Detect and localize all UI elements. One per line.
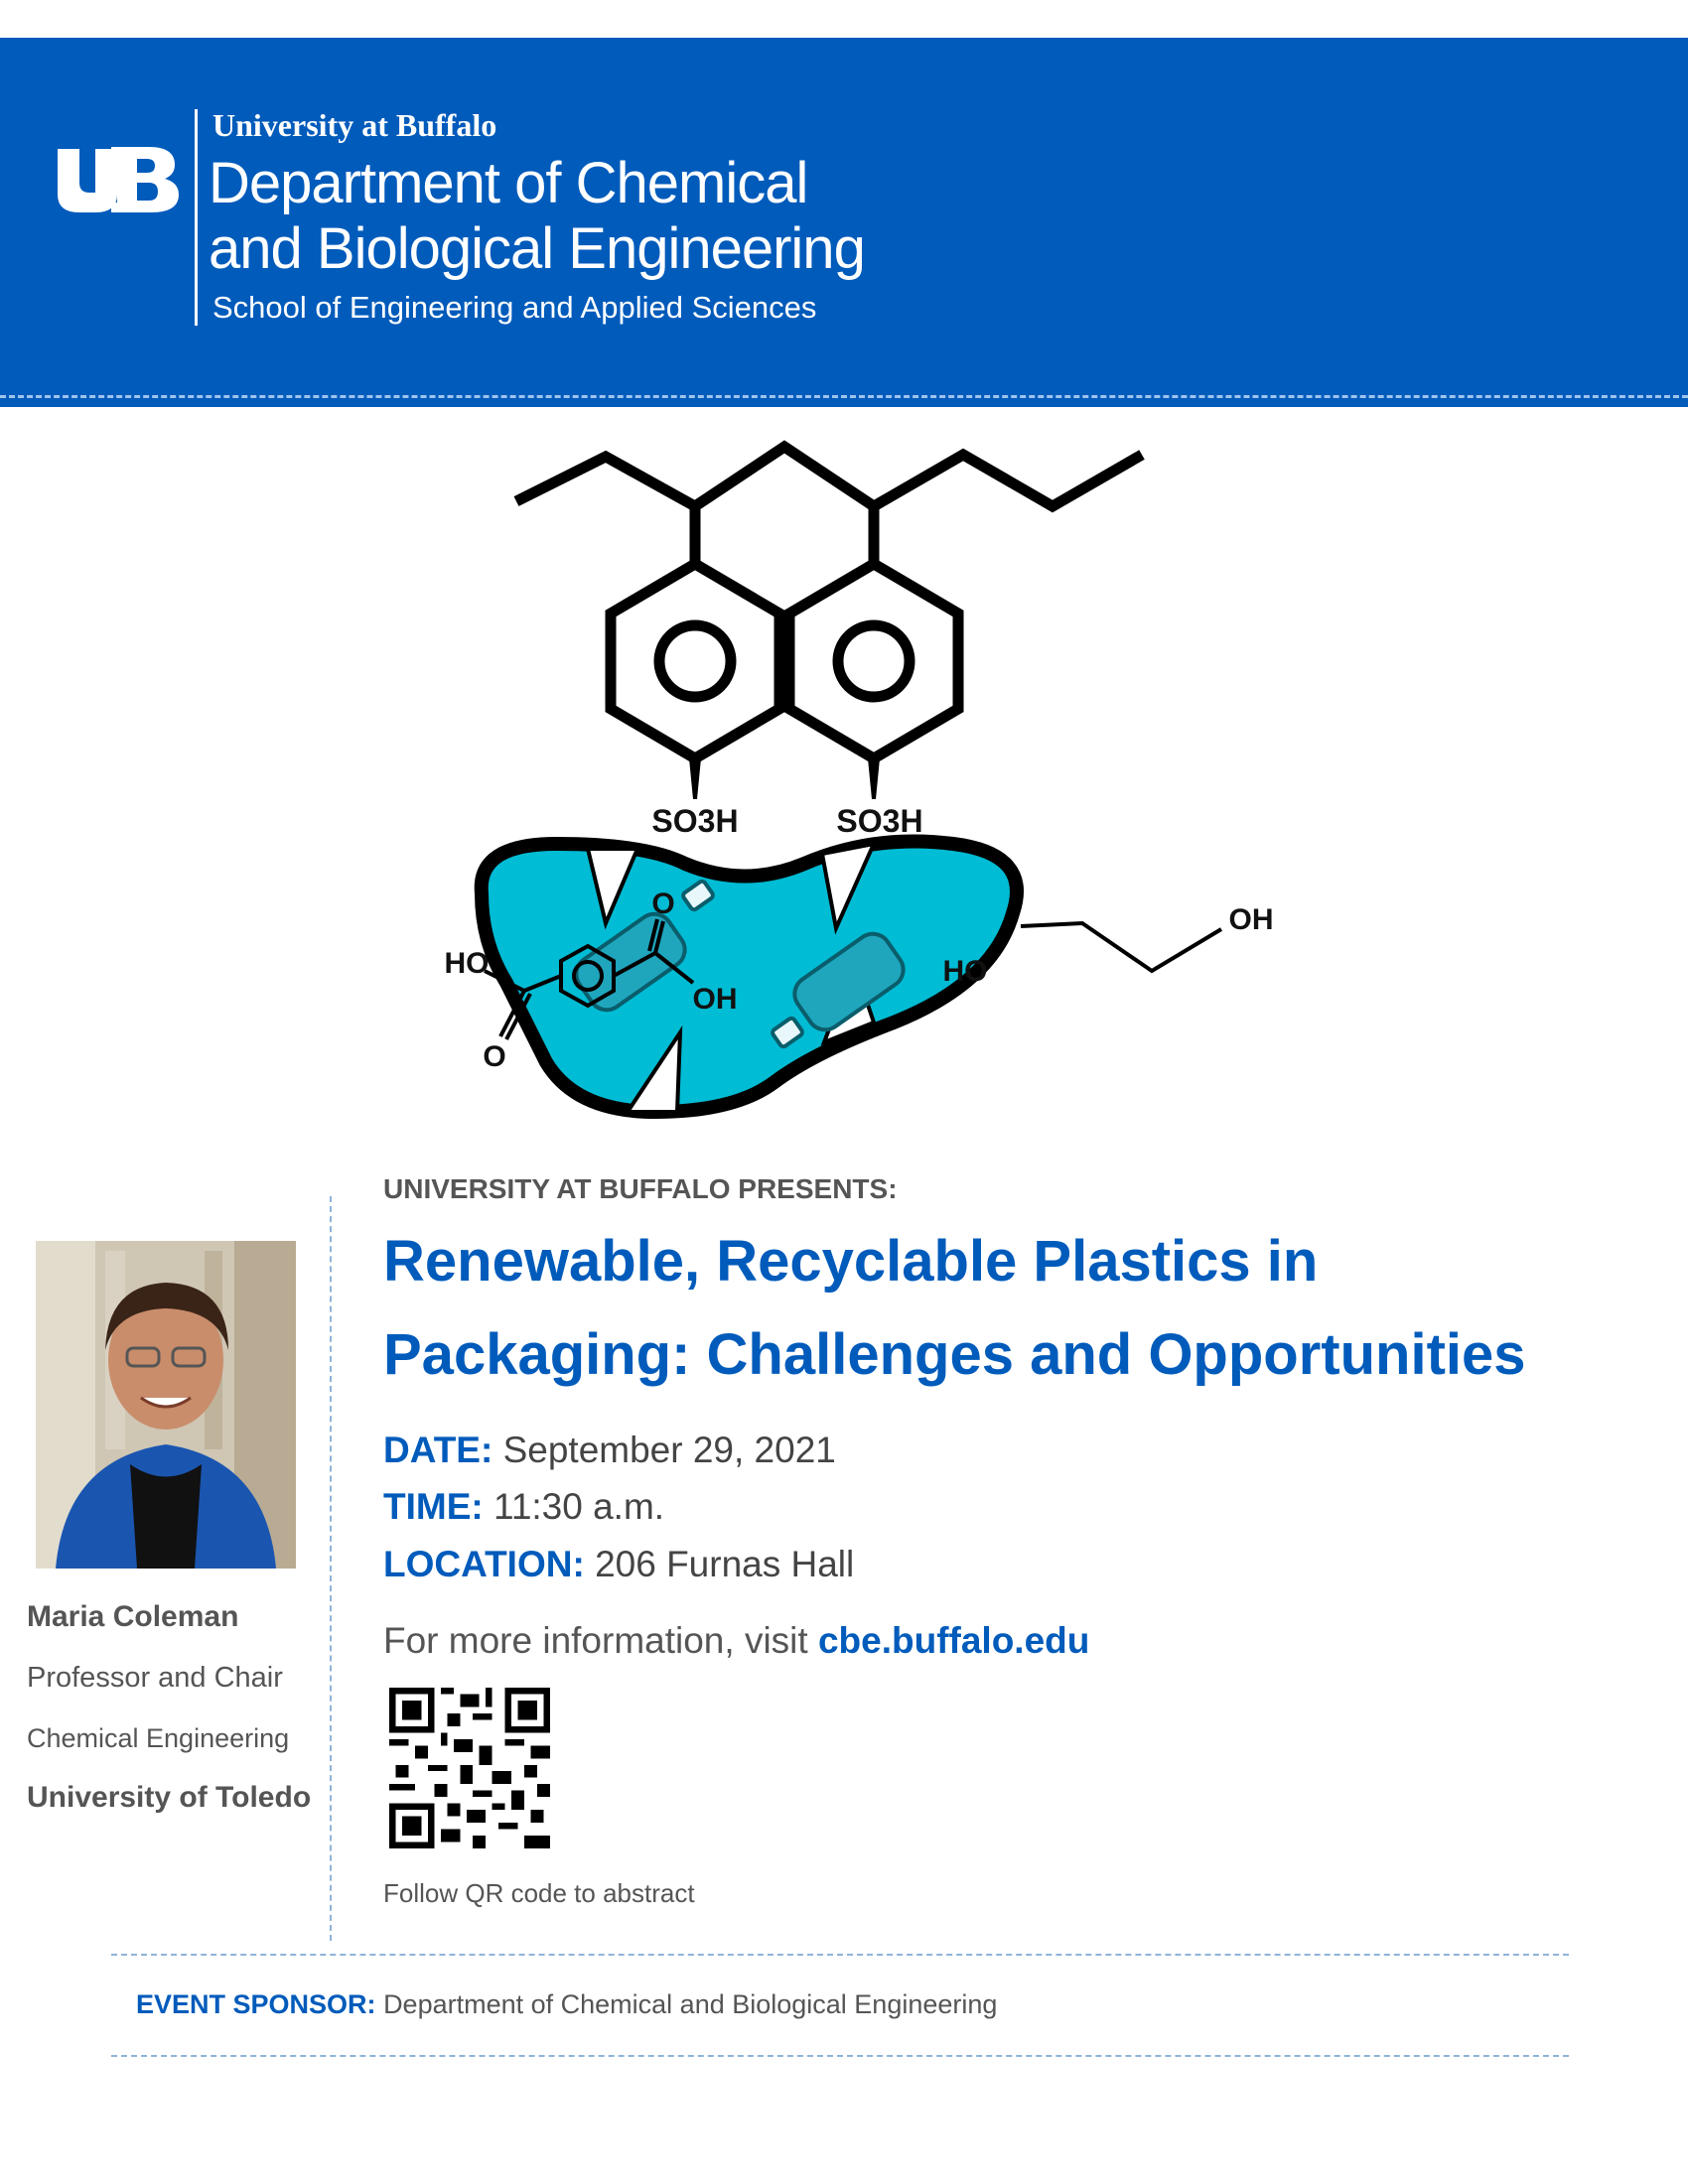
more-info xyxy=(383,1620,1089,1662)
ho-left-label: HO xyxy=(444,947,490,980)
oh-right-label: OH xyxy=(1228,903,1274,936)
department-name-line1: Department of Chemical xyxy=(209,151,808,215)
qr-code[interactable] xyxy=(389,1688,550,1848)
sponsor-divider-top xyxy=(111,1954,1569,1956)
speaker-department: Chemical Engineering xyxy=(27,1723,290,1753)
location-row xyxy=(383,1544,854,1585)
banner-divider xyxy=(0,395,1688,398)
o-bottom-label: O xyxy=(483,1040,506,1073)
time-label: TIME: xyxy=(383,1486,484,1527)
banner-vertical-rule xyxy=(195,109,198,326)
location-value: 206 Furnas Hall xyxy=(595,1544,855,1584)
oh-inner-label: OH xyxy=(692,983,738,1016)
sponsor-divider-bottom xyxy=(111,2055,1569,2057)
more-info-text: For more information, visit xyxy=(383,1620,808,1661)
speaker-organization: University of Toledo xyxy=(27,1781,312,1814)
date-label: DATE: xyxy=(383,1430,493,1470)
so3h-left-label: SO3H xyxy=(651,803,739,839)
time-row xyxy=(383,1486,664,1528)
date-row xyxy=(383,1430,836,1471)
department-name-line2: and Biological Engineering xyxy=(209,216,865,281)
molecule-monster-illustration xyxy=(357,427,1350,1142)
qr-caption: Follow QR code to abstract xyxy=(383,1878,695,1908)
speaker-name: Maria Coleman xyxy=(27,1600,239,1633)
ho-inner-label: HO xyxy=(942,955,988,988)
column-divider xyxy=(330,1196,332,1941)
sponsor-label: EVENT SPONSOR: xyxy=(136,1989,376,2019)
presents-heading: UNIVERSITY AT BUFFALO PRESENTS: xyxy=(383,1173,898,1204)
event-title-line1: Renewable, Recyclable Plastics in xyxy=(383,1229,1319,1294)
date-value: September 29, 2021 xyxy=(502,1430,836,1470)
ub-logo-icon xyxy=(52,139,181,218)
event-sponsor xyxy=(136,1989,997,2020)
o-top-label: O xyxy=(651,887,675,920)
so3h-right-label: SO3H xyxy=(836,803,923,839)
sponsor-value: Department of Chemical and Biological Engineering xyxy=(383,1989,998,2019)
time-value: 11:30 a.m. xyxy=(492,1486,665,1527)
event-title-line2: Packaging: Challenges and Opportunities xyxy=(383,1322,1526,1387)
location-label: LOCATION: xyxy=(383,1544,585,1584)
university-name: University at Buffalo xyxy=(212,107,497,143)
more-info-link[interactable]: cbe.buffalo.edu xyxy=(817,1620,1090,1661)
school-name: School of Engineering and Applied Sciences xyxy=(212,290,817,325)
speaker-title: Professor and Chair xyxy=(27,1662,283,1694)
speaker-photo xyxy=(36,1241,296,1569)
